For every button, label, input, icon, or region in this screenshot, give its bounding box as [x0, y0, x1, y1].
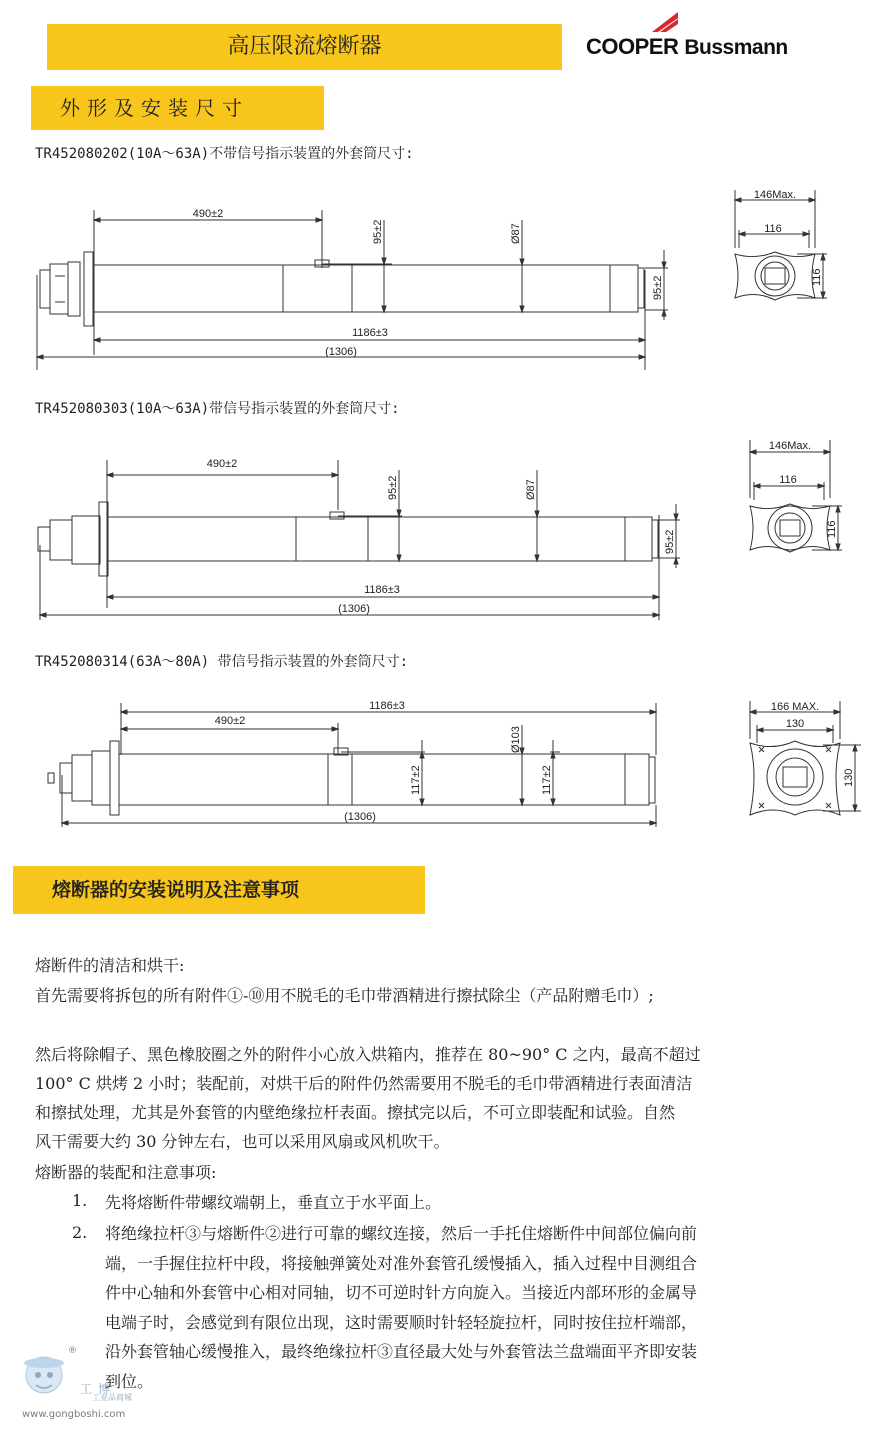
drawing-1-flange-w: 116 [764, 223, 782, 235]
brand-cooper: COOPER [586, 34, 679, 59]
page-title: 高压限流熔断器 [227, 34, 382, 59]
drawing-2-flange-h: 116 [826, 520, 838, 538]
drawing-2-dim-a: 490±2 [206, 458, 238, 470]
drawing-1-dim-end: 95±2 [652, 275, 664, 300]
step-line: 先将熔断件带螺纹端朝上，垂直立于水平面上。 [105, 1193, 442, 1212]
clean-paragraph-2-line: 然后将除帽子、黑色橡胶圈之外的附件小心放入烘箱内，推荐在 80~90° C 之内，最高不超过 [35, 1045, 701, 1064]
step-1-text [105, 1188, 850, 1218]
drawing-1-flange-h: 116 [811, 268, 823, 286]
brand-logo [586, 34, 788, 60]
drawing-3-dim-total: (1306) [344, 811, 376, 823]
drawing-2-dim-dia: Ø87 [525, 479, 537, 500]
drawing-2-flange [730, 438, 850, 578]
drawing-1-flange [715, 188, 835, 328]
assembly-title: 熔断器的装配和注意事项: [35, 1163, 217, 1182]
drawing-2-caption: TR452080303(10A～63A)带信号指示装置的外套筒尺寸: [35, 401, 400, 417]
step-line: 端，一手握住拉杆中段，将接触弹簧处对准外套管孔缓慢插入，插入过程中目测组合 [105, 1253, 698, 1273]
drawing-3-flange [735, 695, 865, 825]
clean-paragraph-2 [35, 1040, 855, 1156]
section-install-heading: 熔断器的安装说明及注意事项 [52, 879, 300, 901]
drawing-1-dim-a: 490±2 [192, 208, 224, 220]
drawing-1-caption: TR452080202(10A～63A)不带信号指示装置的外套筒尺寸: [35, 146, 414, 162]
drawing-3-dim-dia: Ø103 [510, 726, 522, 753]
clean-title: 熔断件的清洁和烘干: [35, 956, 185, 975]
clean-paragraph-1: 首先需要将拆包的所有附件①-⑩用不脱毛的毛巾带酒精进行擦拭除尘（产品附赠毛巾）; [35, 986, 654, 1005]
step-1-number: 1. [72, 1191, 88, 1210]
drawing-3-dim-h: 117±2 [410, 765, 422, 795]
drawing-2-dim-total: (1306) [338, 603, 370, 615]
clean-paragraph-2-line: 风干需要大约 30 分钟左右，也可以采用风扇或风机吹干。 [35, 1132, 450, 1151]
clean-paragraph-2-line: 100° C 烘烤 2 小时；装配前，对烘干后的附件仍然需要用不脱毛的毛巾带酒精进行表面清洁 [35, 1074, 693, 1093]
step-line: 到位。 [105, 1371, 154, 1391]
step-2-number: 2. [72, 1223, 88, 1242]
drawing-3-caption: TR452080314(63A～80A) 带信号指示装置的外套筒尺寸: [35, 654, 409, 670]
drawing-1-flange-max: 146Max. [753, 189, 797, 201]
drawing-3-flange-h: 130 [843, 768, 855, 787]
drawing-2-dim-len: 1186±3 [364, 584, 400, 596]
step-line: 件中心轴和外套管中心相对同轴，切不可逆时针方向旋入。当接近内部环形的金属导 [105, 1283, 698, 1302]
section-dims-heading: 外形及安装尺寸 [60, 96, 249, 120]
clean-paragraph-2-line: 和擦拭处理，尤其是外套管的内壁绝缘拉杆表面。擦拭完以后，不可立即装配和试验。自然 [35, 1103, 676, 1122]
drawing-3-flange-w: 130 [785, 718, 805, 730]
step-line: 将绝缘拉杆③与熔断件②进行可靠的螺纹连接，然后一手托住熔断件中间部位偏向前 [105, 1224, 698, 1243]
drawing-3-flange-max: 166 MAX. [770, 701, 820, 713]
step-line: 沿外套管轴心缓慢推入，最终绝缘拉杆③直径最大处与外套管法兰盘端面平齐即安装 [105, 1342, 698, 1361]
drawing-2-flange-max: 146Max. [768, 440, 812, 452]
brand-flag-icon [652, 12, 678, 32]
drawing-3-dim-len: 1186±3 [369, 700, 405, 712]
drawing-2-dim-end: 95±2 [664, 529, 676, 554]
drawing-1-dim-dia: Ø87 [510, 223, 522, 244]
drawing-2-flange-w: 116 [779, 474, 797, 486]
drawing-1-dim-len: 1186±3 [352, 327, 388, 339]
drawing-3-dim-end: 117±2 [541, 765, 553, 795]
brand-bussmann: Bussmann [684, 36, 788, 59]
watermark-url: www.gongboshi.com [22, 1409, 126, 1420]
step-line: 电端子时，会感觉到有限位出现，这时需要顺时针轻轻旋拉杆，同时按住拉杆端部， [105, 1312, 698, 1332]
watermark-reg: ® [68, 1346, 77, 1356]
drawing-2-dim-h: 95±2 [387, 475, 399, 500]
drawing-1-dim-h: 95±2 [372, 219, 384, 244]
watermark-sub: 工业品商城 [92, 1393, 132, 1402]
watermark-cn: 工博 [80, 1382, 117, 1396]
step-2-text [105, 1219, 850, 1396]
drawing-3-dim-a: 490±2 [214, 715, 246, 727]
drawing-1-dim-total: (1306) [325, 346, 357, 358]
